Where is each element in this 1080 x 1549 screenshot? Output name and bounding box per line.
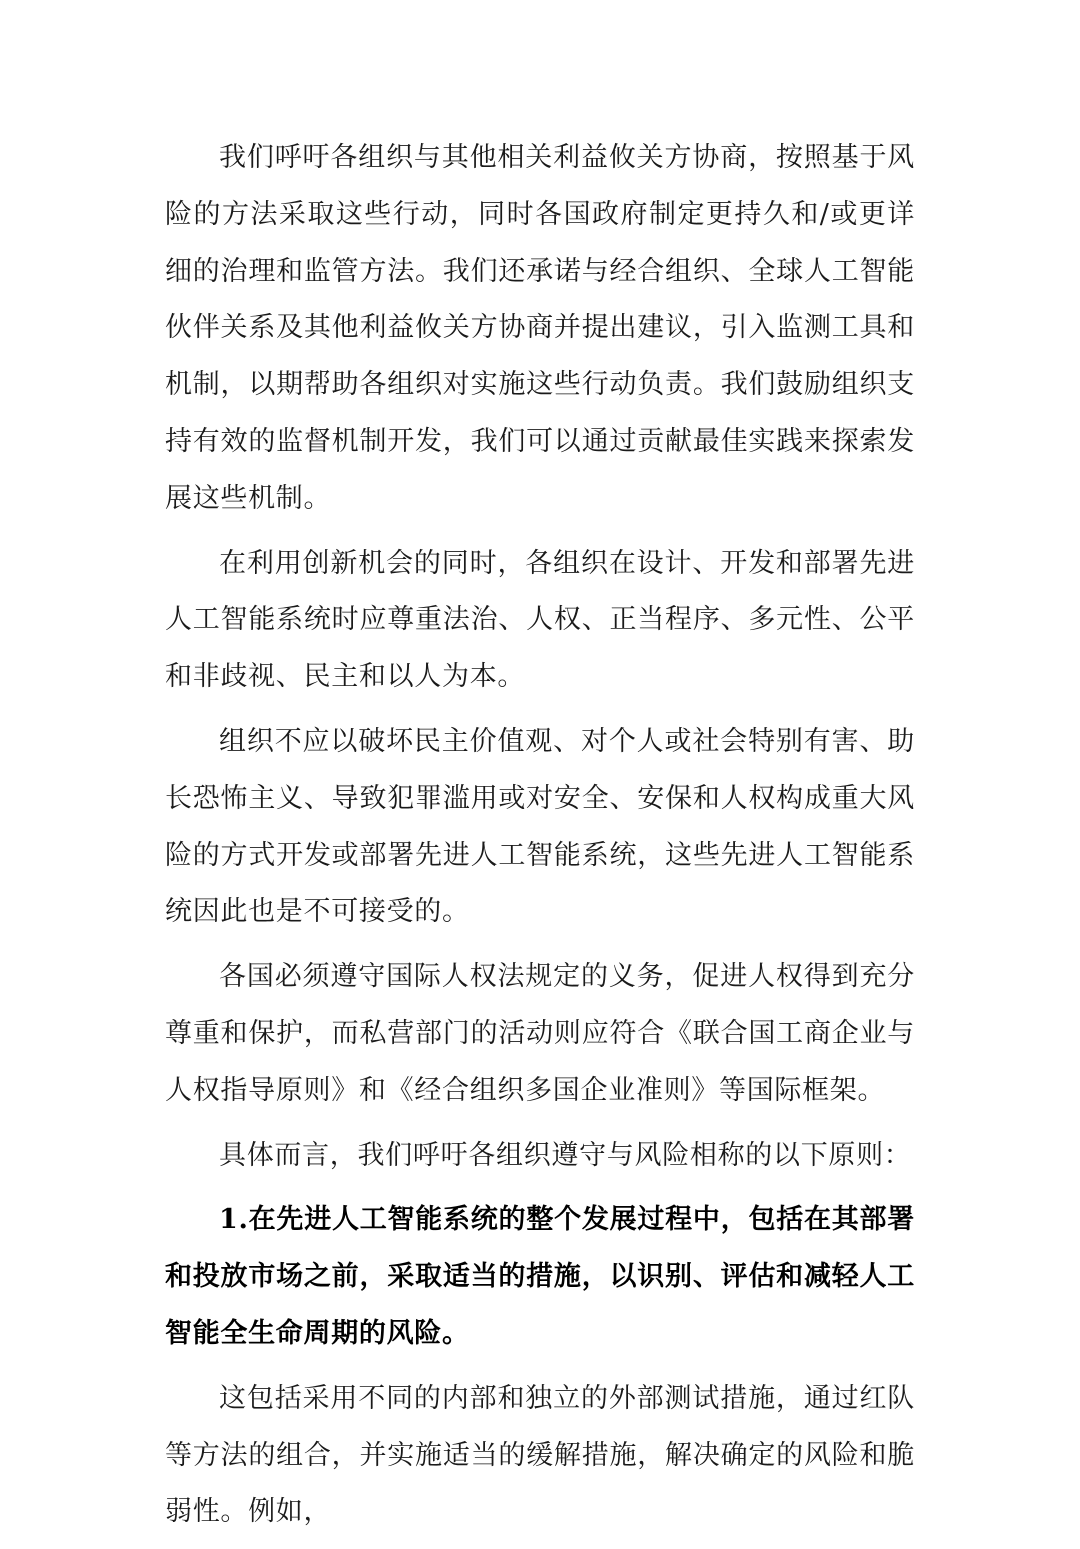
paragraph-principles-intro: 具体而言，我们呼吁各组织遵守与风险相称的以下原则： xyxy=(219,1139,912,1171)
paragraph-human-rights-obligations: 各国必须遵守国际人权法规定的义务，促进人权得到充分尊重和保护，而私营部门的活动则应符合《联合国工商企业与人权指导原则》和《经合组织多国企业准则》等国际框架。 xyxy=(165,961,915,1106)
paragraph-unacceptable-systems: 组织不应以破坏民主价值观、对个人或社会特别有害、助长恐怖主义、导致犯罪滥用或对安全、安保和人权构成重大风险的方式开发或部署先进人工智能系统，这些先进人工智能系统因此也是不可接受的。 xyxy=(165,725,915,928)
paragraph-respect-rule-of-law: 在利用创新机会的同时，各组织在设计、开发和部署先进人工智能系统时应尊重法治、人权、正当程序、多元性、公平和非歧视、民主和以人为本。 xyxy=(165,547,915,693)
paragraph-testing-measures: 这包括采用不同的内部和独立的外部测试措施，通过红队等方法的组合，并实施适当的缓解措施，解决确定的风险和脆弱性。例如， xyxy=(165,1382,915,1528)
paragraph-call-for-risk-based-approach: 我们呼吁各组织与其他相关利益攸关方协商，按照基于风险的方法采取这些行动，同时各国政府制定更持久和/或更详细的治理和监管方法。我们还承诺与经合组织、全球人工智能伙伴关系及其他利益攸关方协商并提出建议，引入监测工具和机制，以期帮助各组织对实施这些行动负责。我们鼓励组织支持有效的监督机制开发，我们可以通过贡献最佳实践来探索发展这些机制。 xyxy=(165,142,915,514)
document-body xyxy=(165,130,915,1549)
principle-1-heading: 1.在先进人工智能系统的整个发展过程中，包括在其部署和投放市场之前，采取适当的措施，以识别、评估和减轻人工智能全生命周期的风险。 xyxy=(165,1204,915,1349)
